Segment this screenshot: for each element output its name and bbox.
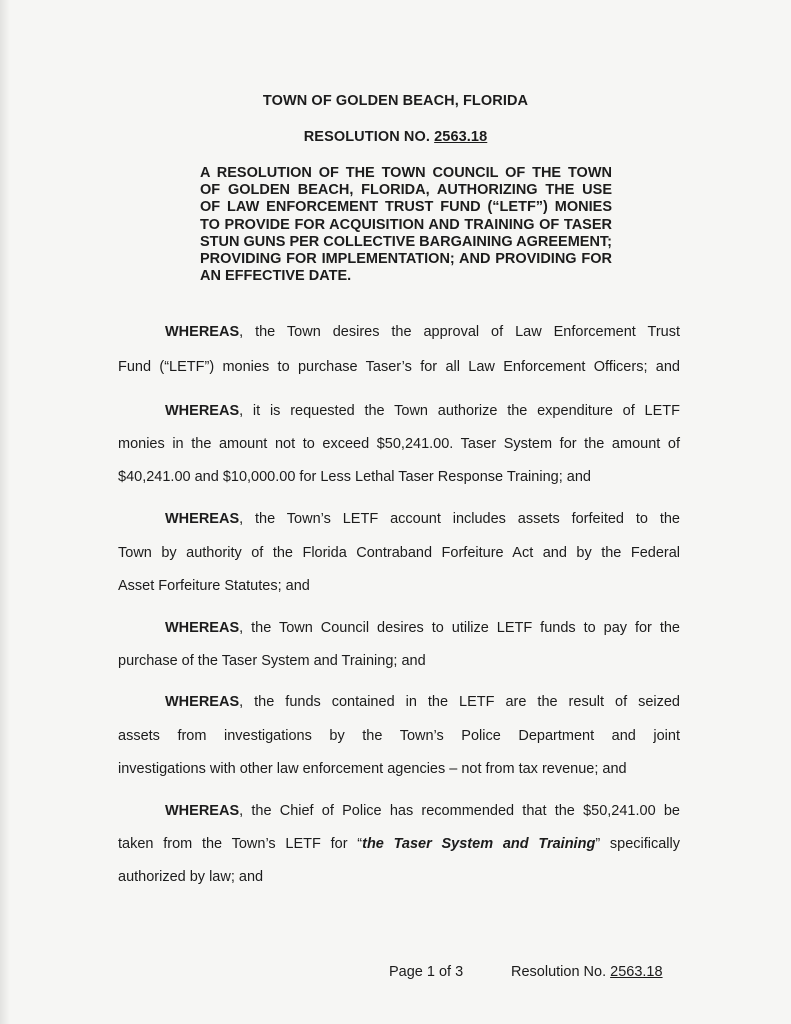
whereas-p5-line3: investigations with other law enforcement agencies – not from tax revenue; and bbox=[118, 761, 627, 777]
whereas-p6-line1 bbox=[118, 803, 680, 820]
whereas-p3-line2: Town by authority of the Florida Contraband Forfeiture Act and by the Federal bbox=[118, 545, 680, 561]
whereas-keyword: WHEREAS bbox=[165, 511, 240, 527]
town-title: TOWN OF GOLDEN BEACH, FLORIDA bbox=[262, 93, 529, 109]
footer-resolution-number: 2563.18 bbox=[610, 964, 663, 980]
resolution-label: RESOLUTION NO. bbox=[303, 129, 435, 145]
whereas-keyword: WHEREAS bbox=[165, 403, 240, 419]
whereas-keyword: WHEREAS bbox=[165, 620, 240, 636]
whereas-p1-line2: Fund (“LETF”) monies to purchase Taser’s for all Law Enforcement Officers; and bbox=[118, 359, 680, 375]
whereas-p3-line1 bbox=[118, 511, 680, 528]
whereas-p5-line1 bbox=[118, 694, 680, 711]
footer-resolution bbox=[511, 964, 663, 980]
whereas-keyword: WHEREAS bbox=[165, 694, 240, 710]
page-number: Page 1 of 3 bbox=[389, 964, 464, 980]
whereas-p5-line2: assets from investigations by the Town’s Police Department and joint bbox=[118, 728, 680, 744]
whereas-p3-line3: Asset Forfeiture Statutes; and bbox=[118, 578, 310, 594]
text-segment: ” specifically bbox=[595, 836, 680, 852]
whereas-p1-line1 bbox=[118, 324, 680, 341]
text-segment: , the Chief of Police has recommended that the $50,241.00 be bbox=[239, 803, 680, 819]
text-segment: , the funds contained in the LETF are the result of seized bbox=[239, 694, 680, 710]
resolution-title bbox=[0, 129, 791, 145]
whereas-keyword: WHEREAS bbox=[165, 324, 240, 340]
whereas-keyword: WHEREAS bbox=[165, 803, 240, 819]
text-segment: taken from the Town’s LETF for “ bbox=[118, 836, 363, 852]
emphasized-phrase: the Taser System and Training bbox=[362, 836, 596, 852]
text-segment: , it is requested the Town authorize the expenditure of LETF bbox=[239, 403, 680, 419]
whereas-p6-line2 bbox=[118, 836, 680, 853]
whereas-p2-line3: $40,241.00 and $10,000.00 for Less Lethal Taser Response Training; and bbox=[118, 469, 591, 485]
whereas-p2-line1 bbox=[118, 403, 680, 420]
text-segment: , the Town’s LETF account includes assets forfeited to the bbox=[239, 511, 680, 527]
whereas-p4-line1 bbox=[118, 620, 680, 637]
resolution-number: 2563.18 bbox=[434, 129, 488, 145]
whereas-p2-line2: monies in the amount not to exceed $50,241.00. Taser System for the amount of bbox=[118, 436, 680, 452]
whereas-p6-line3: authorized by law; and bbox=[118, 869, 264, 885]
footer-resolution-label: Resolution No. bbox=[511, 964, 611, 980]
text-segment: , the Town desires the approval of Law Enforcement Trust bbox=[239, 324, 680, 340]
scan-edge-shadow bbox=[0, 0, 10, 1024]
text-segment: , the Town Council desires to utilize LETF funds to pay for the bbox=[239, 620, 680, 636]
resolution-caption: A RESOLUTION OF THE TOWN COUNCIL OF THE TOWN OF GOLDEN BEACH, FLORIDA, AUTHORIZING THE USE OF LAW ENFORCEMENT TRUST FUND (“LETF”) MONIES TO PROVIDE FOR ACQUISITION AND TRAINING OF TASER STUN GUNS PER COLLECTIVE BARGAINING AGREEMENT; PROVIDING FOR IMPLEMENTATION; AND PROVIDING FOR AN EFFECTIVE DATE. bbox=[200, 165, 612, 285]
whereas-p4-line2: purchase of the Taser System and Training; and bbox=[118, 653, 426, 669]
